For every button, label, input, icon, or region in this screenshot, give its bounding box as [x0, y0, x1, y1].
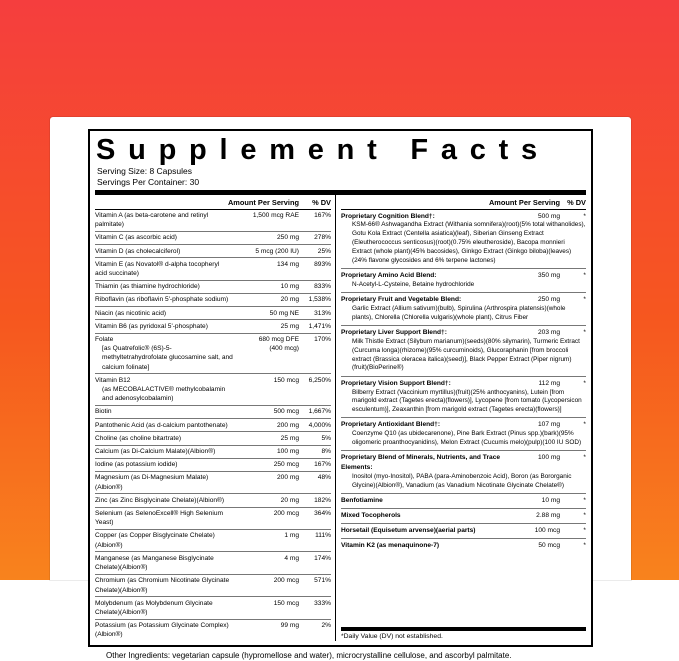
- blend-description: Bilberry Extract (Vaccinium myrtillus)(fruit)(25% anthocyanins), Lutein [from marigold extract (Tagetes erecta)(flowers)], Lycopene [from tomato (Lycopersicon esculentum)], Zeaxanthin [from marigold extract (Tagetes erecta)(flowers)]: [352, 388, 582, 414]
- table-row: [341, 417, 586, 450]
- amount-value: 150 mcg: [273, 599, 299, 607]
- amount-cell: [237, 309, 299, 318]
- ingredient-name: Niacin (as nicotinic acid): [95, 309, 167, 317]
- blend-name: Proprietary Amino Acid Blend:: [341, 271, 437, 279]
- dv-value: 4,000%: [308, 421, 331, 429]
- amount-per-serving-header: Amount Per Serving: [227, 197, 299, 207]
- blend-header: [341, 496, 586, 505]
- ingredient-name: Pantothenic Acid (as d-calcium pantothenate): [95, 421, 228, 429]
- table-row: [95, 210, 331, 231]
- amount-cell: [237, 322, 299, 331]
- blend-name: Vitamin K2 (as menaquinone-7): [341, 541, 440, 549]
- table-row: [95, 458, 331, 471]
- supplement-facts-title: Supplement Facts: [96, 134, 550, 166]
- ingredient-name: Vitamin B12: [95, 376, 131, 384]
- servings-per-container: Servings Per Container: 30: [97, 176, 200, 187]
- table-row: [341, 450, 586, 492]
- ingredient-name: Vitamin C (as ascorbic acid): [95, 234, 177, 242]
- amount-value: 50 mcg: [538, 541, 560, 549]
- amount-cell: [237, 335, 299, 353]
- table-row: [95, 257, 331, 279]
- table-row: [95, 244, 331, 257]
- amount-value: 25 mg: [280, 434, 299, 442]
- right-rows: [341, 210, 586, 553]
- table-row: [341, 325, 586, 376]
- amount-cell: [237, 247, 299, 256]
- amount-cell: [237, 434, 299, 443]
- table-row: [95, 471, 331, 493]
- table-row: [341, 210, 586, 268]
- ingredient-name-cell: [95, 247, 237, 256]
- ingredient-name-cell: [95, 447, 237, 456]
- blend-header: [341, 271, 586, 280]
- blend-name: Proprietary Blend of Minerals, Nutrients, and Trace Elements:: [341, 454, 501, 471]
- amount-value: 250 mg: [538, 296, 560, 304]
- amount-value: 150 mcg: [273, 376, 299, 384]
- ingredient-name: Folate: [95, 336, 114, 344]
- blend-name: Proprietary Antioxidant Blend†:: [341, 421, 441, 429]
- blend-name: Proprietary Fruit and Vegetable Blend:: [341, 296, 462, 304]
- blend-name: Proprietary Cognition Blend†:: [341, 212, 435, 220]
- table-row: [95, 619, 331, 641]
- amount-cell: [237, 233, 299, 242]
- amount-value: 250 mcg: [273, 461, 299, 469]
- right-column-header: [341, 195, 586, 210]
- dv-value: *: [583, 421, 586, 429]
- ingredient-name-cell: [95, 309, 237, 318]
- table-row: [95, 373, 331, 405]
- amount-value: 107 mg: [538, 421, 560, 429]
- table-row: [341, 523, 586, 538]
- ingredient-name-cell: [95, 211, 237, 229]
- amount-value: 250 mg: [277, 234, 299, 242]
- dv-value: 48%: [317, 474, 331, 482]
- amount-cell: [237, 376, 299, 385]
- ingredient-name-cell: [95, 531, 237, 549]
- ingredient-name-cell: [95, 434, 237, 443]
- ingredient-name-cell: [95, 460, 237, 469]
- ingredient-name-cell: [95, 295, 237, 304]
- dv-value: 167%: [314, 212, 331, 219]
- blend-header: [341, 295, 586, 304]
- amount-cell: [237, 211, 299, 220]
- ingredient-name: Calcium (as Di-Calcium Malate)(Albion®): [95, 448, 216, 456]
- dv-value: *: [583, 496, 586, 504]
- dv-value: *: [583, 526, 586, 534]
- ingredient-name-cell: [95, 233, 237, 242]
- amount-value: 500 mg: [538, 212, 560, 220]
- ingredient-name-cell: [95, 335, 237, 372]
- amount-cell: [237, 407, 299, 416]
- ingredient-name: Copper (as Copper Bisglycinate Chelate)(Albion®): [95, 532, 215, 549]
- blend-name: Mixed Tocopherols: [341, 511, 401, 519]
- blend-header: [341, 453, 586, 472]
- dv-value: 111%: [315, 532, 331, 540]
- ingredient-name-cell: [95, 376, 237, 404]
- dv-value: *: [583, 511, 586, 519]
- amount-value: 134 mg: [277, 260, 299, 268]
- amount-value: 2.88 mg: [536, 511, 560, 519]
- blend-name: Proprietary Vision Support Blend†:: [341, 379, 451, 387]
- blend-description: N-Acetyl-L-Cysteine, Betaine hydrochloride: [352, 280, 475, 288]
- amount-value: 5 mcg (200 IU): [255, 247, 299, 255]
- blend-description: Inositol (myo-Inositol), PABA (para-Aminobenzoic Acid), Boron (as Bororganic Glycine)(Albion®), Vanadium (as Vanadium Nicotinate Glycinate Chelate®): [352, 472, 572, 489]
- amount-value: 680 mcg DFE: [258, 336, 299, 344]
- amount-value: 203 mg: [538, 329, 560, 337]
- ingredient-name: Chromium (as Chromium Nicotinate Glycinate Chelate)(Albion®): [95, 577, 230, 594]
- dv-footnote: *Daily Value (DV) not established.: [341, 627, 586, 642]
- amount-value: 1 mg: [284, 532, 299, 540]
- ingredient-name: Vitamin B6 (as pyridoxal 5'-phosphate): [95, 322, 208, 330]
- amount-value-secondary: (400 mcg): [269, 345, 299, 353]
- amount-value: 1,500 mcg RAE: [252, 212, 299, 219]
- blend-header: [341, 511, 586, 520]
- dv-value: 2%: [321, 622, 331, 630]
- dv-value: 170%: [314, 336, 331, 344]
- ingredient-name: Choline (as choline bitartrate): [95, 434, 182, 442]
- table-row: [95, 306, 331, 319]
- table-row: [341, 493, 586, 508]
- dv-value: 1,471%: [308, 322, 331, 330]
- ingredient-name: Selenium (as SelenoExcell® High Selenium Yeast): [95, 510, 224, 527]
- table-row: [95, 231, 331, 244]
- dv-value: *: [583, 296, 586, 304]
- amount-value: 200 mcg: [273, 510, 299, 518]
- amount-value: 350 mg: [538, 271, 560, 279]
- table-row: [95, 596, 331, 618]
- table-row: [95, 445, 331, 458]
- dv-header: % DV: [567, 197, 586, 207]
- dv-value: *: [583, 271, 586, 279]
- ingredient-name-cell: [95, 260, 237, 278]
- dv-value: 25%: [317, 247, 331, 255]
- amount-value: 200 mcg: [273, 577, 299, 585]
- blend-description: Coenzyme Q10 (as ubidecarenone), Pine Bark Extract (Pinus spp.)(bark)(95% oligomeric proanthocyanidins), Melon Extract (Cucumis melo)(pulp)(100 IU SOD): [352, 430, 582, 447]
- amount-cell: [237, 599, 299, 608]
- ingredient-name: Magnesium (as Di-Magnesium Malate)(Albion®): [95, 474, 209, 491]
- table-row: [95, 418, 331, 431]
- label-panel: [50, 117, 631, 661]
- ingredient-name-cell: [95, 554, 237, 572]
- dv-value: 1,538%: [308, 296, 331, 304]
- ingredient-name: Molybdenum (as Molybdenum Glycinate Chelate)(Albion®): [95, 599, 213, 616]
- amount-cell: [237, 460, 299, 469]
- ingredient-name-cell: [95, 621, 237, 639]
- ingredient-name: Thiamin (as thiamine hydrochloride): [95, 283, 200, 291]
- table-row: [95, 319, 331, 332]
- blend-header: [341, 212, 586, 221]
- table-row: [341, 508, 586, 523]
- dv-value: 333%: [314, 599, 331, 607]
- blend-header: [341, 420, 586, 429]
- dv-value: 893%: [314, 260, 331, 268]
- table-row: [95, 529, 331, 551]
- ingredient-name-cell: [95, 599, 237, 617]
- ingredient-name-cell: [95, 496, 237, 505]
- amount-cell: [237, 473, 299, 482]
- table-row: [95, 493, 331, 506]
- amount-value: 10 mg: [541, 496, 560, 504]
- blend-name: Horsetail (Equisetum arvense)(aerial parts): [341, 526, 476, 534]
- dv-value: 182%: [314, 496, 331, 504]
- ingredient-name-cell: [95, 576, 237, 594]
- amount-value: 100 mg: [277, 448, 299, 456]
- amount-cell: [237, 554, 299, 563]
- ingredient-name: Riboflavin (as riboflavin 5'-phosphate sodium): [95, 296, 229, 304]
- blend-header: [341, 541, 586, 550]
- amount-value: 112 mg: [538, 379, 560, 387]
- table-row: [95, 507, 331, 529]
- dv-value: 571%: [314, 577, 331, 585]
- amount-cell: [237, 531, 299, 540]
- dv-header: % DV: [312, 197, 331, 207]
- ingredient-name-cell: [95, 509, 237, 527]
- dv-value: 5%: [321, 434, 331, 442]
- amount-value: 200 mg: [277, 421, 299, 429]
- left-rows: [95, 210, 331, 642]
- blend-description: Milk Thistle Extract (Silybum marianum)(seeds)(80% silymarin), Turmeric Extract (Curcuma longa)(rhizome)(95% curcuminoids), Glucoraphanin [from broccoli extract (Brassica oleracea italica)(seed)], Black Pepper Extract (Piper nigrum)(fruit)(BioPerine®): [352, 338, 580, 372]
- dv-value: 8%: [321, 448, 331, 456]
- table-row: [95, 431, 331, 444]
- blend-header: [341, 379, 586, 388]
- dv-value: 833%: [314, 283, 331, 291]
- left-column: [95, 195, 336, 641]
- table-row: [95, 333, 331, 374]
- amount-per-serving-header: Amount Per Serving: [488, 197, 560, 207]
- amount-cell: [237, 509, 299, 518]
- amount-cell: [237, 282, 299, 291]
- blend-description: KSM-66® Ashwagandha Extract (Withania somnifera)(root)(5% total withanolides), Gotu Kola Extract (Centella asiatica)(leaf), Siberian Ginseng Extract (Eleutherococcus senticosus)(root)(0.75% eleutheroside), Bacopa monnieri Extract (whole plant)(45% bacosides), Ginkgo Extract (Ginkgo biloba)(leaves)(24% flavone glycosides and 6% terpene lactones): [352, 221, 586, 264]
- amount-value: 500 mcg: [273, 408, 299, 416]
- table-row: [341, 376, 586, 418]
- table-row: [95, 405, 331, 418]
- table-row: [341, 292, 586, 325]
- amount-value: 20 mg: [280, 496, 299, 504]
- ingredient-name-cell: [95, 473, 237, 491]
- amount-value: 10 mg: [280, 283, 299, 291]
- ingredient-name: Biotin: [95, 408, 112, 416]
- ingredient-sub: [as Quatrefolic® (6S)-5-methyltetrahydrofolate glucosamine salt, and calcium folinate]: [102, 345, 233, 371]
- blend-description: Garlic Extract (Allium sativum)(bulb), Spirulina (Arthrospira platensis)(whole plants), Chlorella (Chlorella vulgaris)(whole plant), Citrus Fiber: [352, 305, 566, 321]
- amount-value: 20 mg: [280, 296, 299, 304]
- dv-value: *: [583, 454, 586, 462]
- dv-value: 174%: [314, 554, 331, 562]
- blend-header: [341, 328, 586, 337]
- dv-value: *: [583, 541, 586, 549]
- right-column: [336, 195, 586, 641]
- amount-cell: [237, 447, 299, 456]
- ingredient-name: Vitamin D (as cholecalciferol): [95, 247, 181, 255]
- ingredient-name-cell: [95, 282, 237, 291]
- ingredient-name: Manganese (as Manganese Bisglycinate Chelate)(Albion®): [95, 554, 214, 572]
- amount-value: 100 mcg: [534, 526, 560, 534]
- blend-name: Proprietary Liver Support Blend†:: [341, 329, 447, 337]
- dv-value: 6,250%: [308, 376, 331, 384]
- other-ingredients: Other Ingredients: vegetarian capsule (hypromellose and water), microcrystalline cellulose, and ascorbyl palmitate.: [106, 651, 512, 661]
- serving-size: Serving Size: 8 Capsules: [97, 166, 192, 176]
- amount-cell: [237, 260, 299, 269]
- blend-header: [341, 526, 586, 535]
- supplement-facts-table: [88, 129, 593, 647]
- dv-value: *: [583, 379, 586, 387]
- amount-cell: [237, 576, 299, 585]
- dv-value: 1,667%: [308, 408, 331, 416]
- ingredient-name: Iodine (as potassium iodide): [95, 461, 178, 469]
- ingredient-name: Vitamin E (as Novatol® d-alpha tocopheryl acid succinate): [95, 260, 220, 278]
- dv-value: *: [583, 329, 586, 337]
- dv-value: *: [583, 212, 586, 220]
- amount-value: 200 mg: [277, 474, 299, 482]
- left-column-header: [95, 195, 331, 210]
- dv-value: 364%: [314, 510, 331, 518]
- amount-cell: [237, 295, 299, 304]
- table-row: [341, 268, 586, 292]
- ingredient-name-cell: [95, 322, 237, 331]
- table-row: [95, 280, 331, 293]
- amount-cell: [237, 496, 299, 505]
- ingredient-name-cell: [95, 407, 237, 416]
- table-row: [95, 574, 331, 596]
- dv-value: 167%: [314, 461, 331, 469]
- amount-value: 100 mg: [538, 454, 560, 462]
- facts-columns: [95, 195, 586, 641]
- amount-value: 4 mg: [284, 554, 299, 562]
- amount-cell: [237, 621, 299, 630]
- ingredient-name: Potassium (as Potassium Glycinate Complex)(Albion®): [95, 622, 229, 639]
- amount-value: 99 mg: [280, 622, 299, 630]
- ingredient-name: Vitamin A (as beta-carotene and retinyl palmitate): [95, 212, 209, 229]
- amount-cell: [237, 421, 299, 430]
- ingredient-name-cell: [95, 421, 237, 430]
- table-row: [95, 551, 331, 573]
- ingredient-sub: (as MECOBALACTIVE® methylcobalamin and adenosylcobalamin): [102, 386, 226, 403]
- table-row: [95, 293, 331, 306]
- table-row: [341, 538, 586, 553]
- blend-name: Benfotiamine: [341, 496, 383, 504]
- amount-value: 25 mg: [280, 322, 299, 330]
- dv-value: 313%: [314, 309, 331, 317]
- amount-value: 50 mg NE: [269, 309, 299, 317]
- dv-value: 278%: [314, 234, 331, 242]
- ingredient-name: Zinc (as Zinc Bisglycinate Chelate)(Albion®): [95, 496, 225, 504]
